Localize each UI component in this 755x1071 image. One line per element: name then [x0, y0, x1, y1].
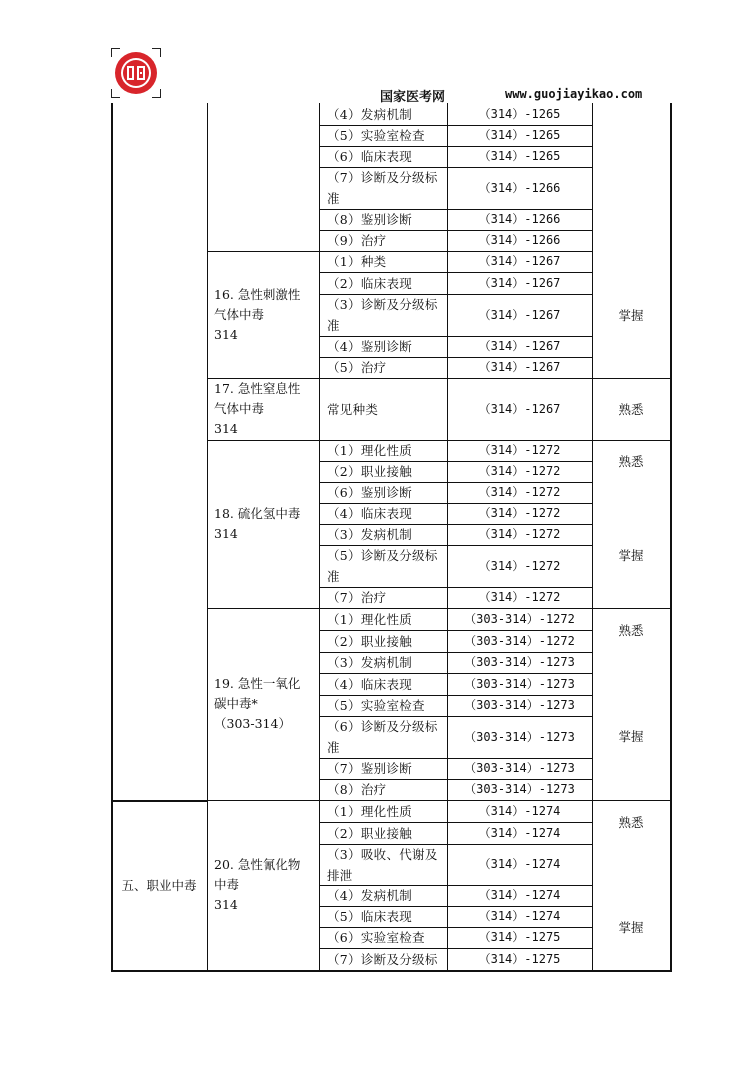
table-ref: （303-314）-1273 — [464, 676, 575, 691]
table-ref: （314）-1267 — [478, 307, 561, 322]
table-item: （6）诊断及分级标 准 — [327, 719, 438, 755]
table-item: （9）治疗 — [327, 233, 387, 248]
topic-title: 16. 急性刺激性 气体中毒 314 — [214, 286, 301, 342]
table-item: （2）职业接触 — [327, 633, 413, 649]
table-ref: （314）-1267 — [478, 339, 561, 353]
table-item: （4）鉴别诊断 — [327, 339, 413, 354]
table-ref: （314）-1274 — [478, 888, 561, 902]
table-ref: （314）-1272 — [478, 527, 561, 541]
table-ref: （314）-1275 — [478, 930, 561, 944]
table-item: （4）发病机制 — [327, 888, 413, 903]
table-item: （1）理化性质 — [327, 443, 413, 458]
requirement-level: 熟悉 — [618, 401, 644, 417]
table-ref: （314）-1272 — [478, 443, 561, 457]
table-ref: （314）-1274 — [478, 825, 561, 840]
table-ref: （314）-1266 — [478, 180, 561, 195]
table-item: （4）临床表现 — [327, 506, 413, 521]
table-ref: （314）-1274 — [478, 909, 561, 923]
topic-title: 19. 急性一氧化 碳中毒* （303-314） — [214, 676, 301, 731]
table-ref: （314）-1272 — [478, 464, 561, 478]
requirement-level: 熟悉 — [618, 453, 644, 469]
site-name: 国家医考网 — [380, 90, 446, 105]
table-item: （8）鉴别诊断 — [327, 212, 413, 227]
table-ref: （314）-1267 — [478, 254, 561, 268]
logo-emblem-icon — [114, 51, 158, 95]
table-item: （6）临床表现 — [327, 149, 413, 164]
table-rule — [670, 103, 672, 971]
table-item: （8）治疗 — [327, 782, 387, 797]
table-ref: （314）-1274 — [478, 857, 561, 871]
table-ref: （314）-1272 — [478, 590, 561, 604]
table-ref: （314）-1265 — [478, 149, 561, 163]
table-item: （7）诊断及分级标 — [327, 951, 438, 967]
table-item: （2）职业接触 — [327, 464, 413, 479]
table-ref: （303-314）-1273 — [464, 655, 575, 669]
requirement-level: 熟悉 — [618, 814, 644, 830]
table-item: （7）治疗 — [327, 590, 387, 605]
table-item: （5）实验室检查 — [327, 698, 425, 713]
table-item: （1）种类 — [327, 254, 387, 269]
table-item: （4）临床表现 — [327, 676, 413, 692]
table-ref: （314）-1267 — [478, 360, 561, 374]
table-item: （3）吸收、代谢及 排泄 — [327, 846, 438, 883]
table-item: （6）鉴别诊断 — [327, 485, 413, 500]
site-logo — [111, 48, 161, 98]
table-ref: （303-314）-1272 — [464, 633, 575, 648]
table-ref: （314）-1266 — [478, 212, 561, 226]
table-item: （6）实验室检查 — [327, 930, 425, 945]
table-ref: （303-314）-1273 — [464, 782, 575, 796]
site-url: www.guojiayikao.com — [505, 87, 643, 101]
table-item: （7）诊断及分级标 准 — [327, 170, 438, 206]
table-ref: （314）-1274 — [478, 803, 561, 818]
table-ref: （314）-1265 — [478, 106, 561, 121]
table-item: 常见种类 — [327, 401, 379, 417]
table-item: （5）治疗 — [327, 360, 387, 375]
table-ref: （314）-1266 — [478, 233, 561, 247]
table-rule — [111, 970, 672, 972]
table-ref: （314）-1265 — [478, 128, 561, 142]
table-ref: （303-314）-1273 — [464, 729, 575, 744]
table-ref: （314）-1267 — [478, 275, 561, 290]
requirement-level: 掌握 — [618, 729, 644, 744]
table-ref: （314）-1272 — [478, 485, 561, 499]
table-item: （2）临床表现 — [327, 275, 413, 291]
table-item: （2）职业接触 — [327, 825, 413, 841]
table-item: （3）诊断及分级标 准 — [327, 297, 438, 333]
table-ref: （303-314）-1273 — [464, 761, 575, 775]
table-ref: （314）-1267 — [478, 401, 561, 416]
table-ref: （314）-1272 — [478, 506, 561, 520]
topic-title: 17. 急性窒息性 气体中毒 314 — [214, 381, 301, 436]
table-item: （7）鉴别诊断 — [327, 761, 413, 776]
table-ref: （303-314）-1273 — [464, 698, 575, 712]
table-item: （1）理化性质 — [327, 611, 413, 627]
table-item: （4）发病机制 — [327, 106, 413, 122]
requirement-level: 掌握 — [618, 548, 644, 563]
table-ref: （314）-1272 — [478, 558, 561, 573]
table-item: （3）发病机制 — [327, 655, 413, 670]
topic-title: 18. 硫化氢中毒 314 — [214, 506, 301, 541]
table-item: （1）理化性质 — [327, 803, 413, 819]
table-item: （5）临床表现 — [327, 909, 413, 924]
table-rule — [319, 103, 320, 971]
topic-title: 20. 急性氰化物 中毒 314 — [214, 857, 301, 912]
table-rule — [207, 103, 208, 971]
table-item: （5）诊断及分级标 准 — [327, 548, 438, 584]
table-item: （3）发病机制 — [327, 527, 413, 542]
table-ref: （303-314）-1272 — [464, 611, 575, 626]
requirement-level: 掌握 — [618, 920, 644, 935]
table-ref: （314）-1275 — [478, 951, 561, 966]
table-item: （5）实验室检查 — [327, 128, 425, 143]
requirement-level: 掌握 — [618, 307, 644, 323]
chapter-title: 五、职业中毒 — [121, 877, 197, 893]
requirement-level: 熟悉 — [618, 622, 644, 638]
